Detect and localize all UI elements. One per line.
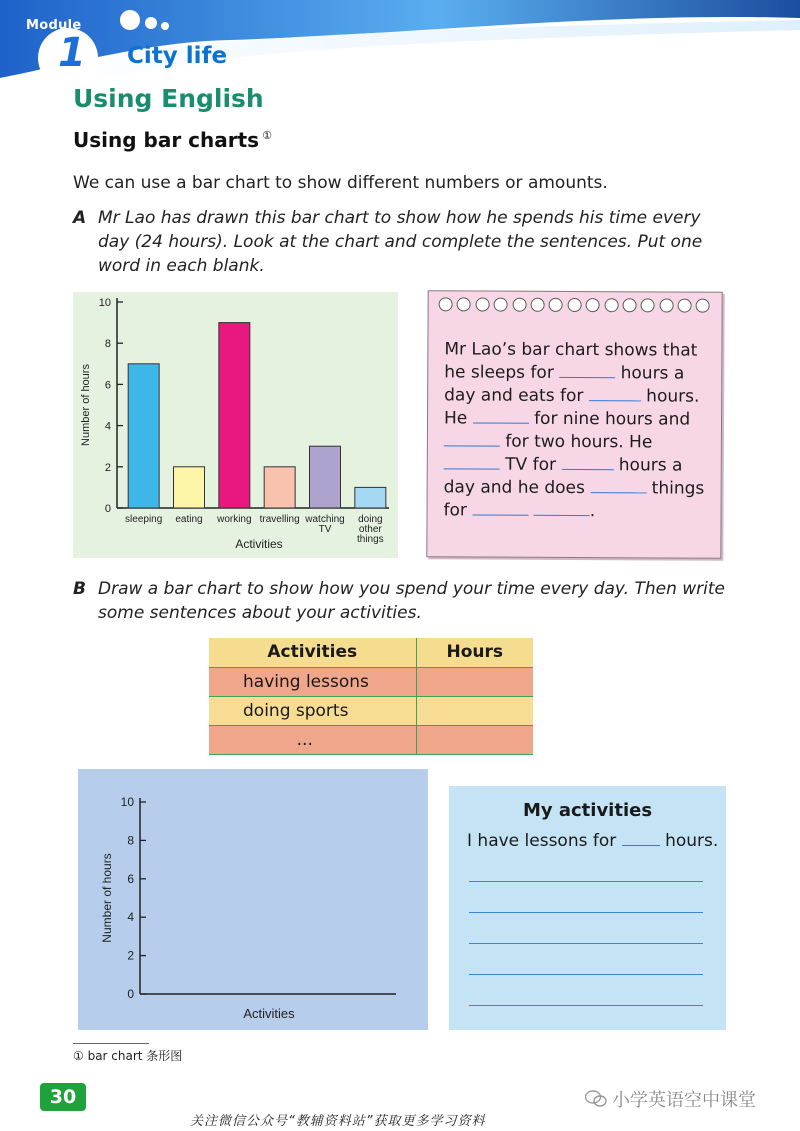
notepad-line xyxy=(444,476,712,500)
answer-blank[interactable] xyxy=(561,456,613,470)
ring-icon xyxy=(622,298,636,312)
y-tick-label: 0 xyxy=(127,987,134,1001)
my-activities-panel xyxy=(449,786,726,1030)
table-row xyxy=(209,696,533,725)
y-axis-label: Number of hours xyxy=(80,364,92,446)
y-axis-label: Number of hours xyxy=(100,853,114,943)
ring-icon xyxy=(439,297,453,311)
table-row xyxy=(209,725,533,754)
writing-line[interactable] xyxy=(469,881,703,882)
notepad-phrase: for two hours. He xyxy=(505,431,653,453)
bar-chart-b xyxy=(78,769,428,1030)
module-title: City life xyxy=(127,43,228,69)
bar-chart-a xyxy=(73,292,398,558)
answer-blank[interactable] xyxy=(559,364,615,378)
y-tick-label: 4 xyxy=(127,910,134,925)
notepad-phrase: . xyxy=(589,501,596,522)
notepad-line xyxy=(444,338,712,362)
ring-icon xyxy=(457,297,471,311)
x-tick-label: travelling xyxy=(259,514,300,525)
notepad-line xyxy=(444,430,712,454)
y-tick-label: 8 xyxy=(127,833,134,848)
notepad-phrase: for nine hours and xyxy=(534,408,691,430)
footnote-divider xyxy=(73,1043,149,1044)
wechat-watermark xyxy=(585,1086,756,1112)
ring-icon xyxy=(586,298,600,312)
x-tick-label: doing xyxy=(358,514,383,525)
ring-icon xyxy=(531,298,545,312)
ring-icon xyxy=(604,298,618,312)
answer-blank[interactable] xyxy=(590,479,646,493)
notepad-phrase: hours a xyxy=(618,455,683,476)
ring-icon xyxy=(512,298,526,312)
notepad-phrase: he sleeps for xyxy=(444,362,554,383)
notepad-phrase: Mr Lao’s bar chart shows that xyxy=(444,339,698,361)
task-b xyxy=(73,577,733,625)
notepad-text xyxy=(443,338,712,523)
ring-icon xyxy=(659,298,673,312)
table-header-hours: Hours xyxy=(416,638,533,667)
module-number: 1 xyxy=(58,30,86,76)
activity-table xyxy=(209,638,533,755)
wechat-label: 小学英语空中课堂 xyxy=(612,1090,756,1111)
bar-watching-TV xyxy=(310,446,341,508)
sentence-end: hours. xyxy=(665,831,719,851)
writing-line[interactable] xyxy=(469,912,703,913)
y-tick-label: 8 xyxy=(104,338,111,351)
notepad-rings xyxy=(439,297,711,312)
notepad-phrase: TV for xyxy=(505,454,557,475)
writing-line[interactable] xyxy=(469,1005,703,1006)
ring-icon xyxy=(475,297,489,311)
x-tick-label: other xyxy=(358,524,382,535)
table-cell-activity: ... xyxy=(209,725,416,754)
table-cell-activity: having lessons xyxy=(209,667,416,696)
x-tick-label: working xyxy=(217,514,252,525)
table-cell-activity: doing sports xyxy=(209,696,416,725)
answer-blank[interactable] xyxy=(472,501,528,515)
x-tick-label: TV xyxy=(318,524,332,535)
sub-title-text: Using bar charts xyxy=(73,128,260,152)
bar-eating xyxy=(174,467,205,508)
bar-working xyxy=(219,323,250,508)
table-header-row xyxy=(209,638,533,667)
writing-line[interactable] xyxy=(469,974,703,975)
ring-icon xyxy=(567,298,581,312)
section-title: Using English xyxy=(73,84,264,113)
notepad-phrase: for xyxy=(443,500,467,521)
notepad-line xyxy=(444,407,712,431)
notepad-line xyxy=(444,453,712,477)
intro-text: We can use a bar chart to show different numbers or amounts. xyxy=(73,173,608,193)
table-cell-hours[interactable] xyxy=(416,667,533,696)
notepad-phrase: hours a xyxy=(620,363,685,384)
answer-blank[interactable] xyxy=(589,387,641,401)
y-tick-label: 10 xyxy=(120,795,134,809)
y-tick-label: 4 xyxy=(104,420,111,433)
notepad-line xyxy=(444,361,712,385)
x-tick-label: things xyxy=(356,534,384,545)
notepad-line xyxy=(444,384,712,408)
bar-travelling xyxy=(264,467,295,508)
answer-blank[interactable] xyxy=(534,502,590,516)
ring-icon xyxy=(549,298,563,312)
chart-panel-b[interactable] xyxy=(78,769,428,1030)
y-tick-label: 0 xyxy=(104,503,111,515)
task-a xyxy=(73,206,733,278)
y-tick-label: 10 xyxy=(98,297,111,309)
task-b-letter: B xyxy=(73,579,86,599)
answer-blank[interactable] xyxy=(444,455,500,469)
ring-icon xyxy=(696,299,710,313)
table-row xyxy=(209,667,533,696)
task-a-letter: A xyxy=(73,208,87,228)
my-activities-title: My activities xyxy=(522,800,653,821)
footnote: ① bar chart 条形图 xyxy=(73,1049,183,1063)
table-cell-hours[interactable] xyxy=(416,725,533,754)
y-tick-label: 2 xyxy=(127,948,134,963)
sub-title xyxy=(73,128,272,152)
module-banner xyxy=(0,0,800,92)
y-tick-label: 6 xyxy=(104,379,111,392)
bar-doing-other-things xyxy=(355,487,386,508)
table-cell-hours[interactable] xyxy=(416,696,533,725)
answer-blank[interactable] xyxy=(444,432,500,446)
notepad-phrase: things xyxy=(651,478,705,499)
my-activities-sentence xyxy=(467,831,718,851)
ring-icon xyxy=(641,298,655,312)
wechat-icon xyxy=(585,1090,607,1108)
bar-sleeping xyxy=(128,364,159,508)
bottom-note: 关注微信公众号“教辅资料站”获取更多学习资料 xyxy=(190,1114,486,1129)
notepad-phrase: He xyxy=(443,408,468,429)
notepad-phrase: hours. xyxy=(646,386,700,407)
table-header-activities: Activities xyxy=(209,638,416,667)
answer-blank[interactable] xyxy=(473,409,529,423)
notepad-phrase: day and he does xyxy=(443,477,585,499)
answer-blank[interactable] xyxy=(622,832,660,846)
x-tick-label: eating xyxy=(175,514,203,525)
footnote-marker: ① xyxy=(262,129,272,143)
x-tick-label: watching xyxy=(305,514,345,525)
task-a-text: Mr Lao has drawn this bar chart to show how he spends his time every day (24 hours). Look at the chart and complete the sentences. Put one word in each blank. xyxy=(98,208,703,276)
chart-panel-a xyxy=(73,292,398,558)
page-number: 30 xyxy=(40,1083,86,1111)
sentence-start: I have lessons for xyxy=(467,831,617,851)
notepad-line xyxy=(443,499,711,523)
x-tick-label: sleeping xyxy=(125,514,163,525)
x-axis-label: Activities xyxy=(243,1006,295,1021)
writing-line[interactable] xyxy=(469,943,703,944)
notepad xyxy=(426,290,722,559)
ring-icon xyxy=(678,299,692,313)
task-b-text: Draw a bar chart to show how you spend your time every day. Then write some sentences about your activities. xyxy=(98,579,725,623)
y-tick-label: 6 xyxy=(127,871,134,886)
ring-icon xyxy=(494,298,508,312)
y-tick-label: 2 xyxy=(104,461,111,474)
x-axis-label: Activities xyxy=(235,537,283,551)
module-label: Module xyxy=(26,18,82,33)
notepad-phrase: day and eats for xyxy=(444,385,584,407)
